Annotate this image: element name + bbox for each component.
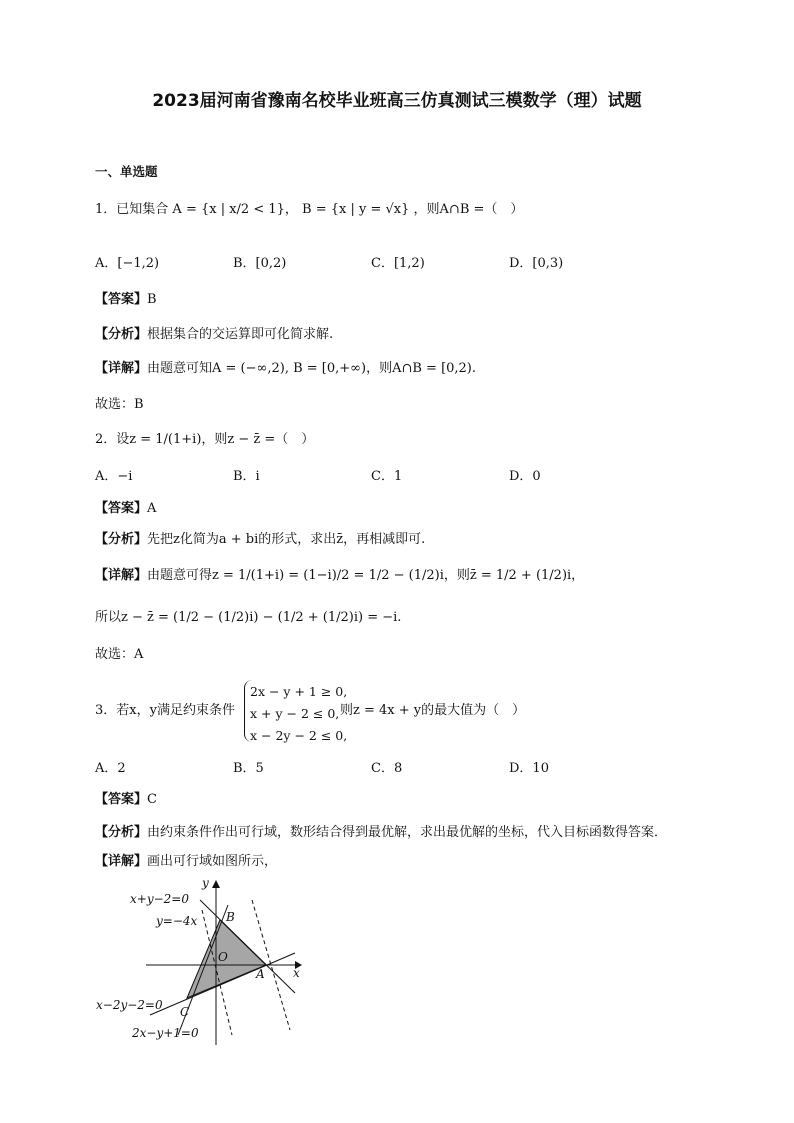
analysis-tag: 【分析】: [95, 532, 148, 547]
q1-set-a: A = {x | x/2 < 1}: [172, 202, 285, 217]
detail-tag: 【详解】: [95, 361, 148, 376]
label-x: x: [293, 966, 300, 980]
q3-constraint-1: 2x − y + 1 ≥ 0,: [250, 684, 348, 699]
answer-tag: 【答案】: [95, 501, 148, 516]
label-a: A: [256, 967, 265, 981]
q3-constraints: [250, 681, 347, 747]
q3-option-b: B．5: [233, 761, 264, 776]
q1-detail: [95, 359, 476, 379]
q2-option-b: B．i: [233, 469, 260, 484]
q3-option-a: A．2: [95, 761, 126, 776]
q1-conclusion: 故选：B: [95, 397, 144, 412]
q3-constraint-3: x − 2y − 2 ≤ 0,: [250, 728, 348, 743]
q3-stem-pre: 3．若x，y满足约束条件: [95, 703, 235, 718]
q3-constraint-2: x + y − 2 ≤ 0,: [250, 706, 340, 721]
feasible-region-figure: [90, 875, 320, 1050]
q2-answer-value: A: [147, 501, 157, 516]
q1-stem-post: ，则A∩B =（ ）: [413, 202, 524, 217]
q1-option-a: A．[−1,2): [95, 256, 160, 271]
label-o: O: [218, 950, 228, 964]
analysis-tag: 【分析】: [95, 327, 148, 342]
detail-tag: 【详解】: [95, 854, 148, 869]
q1-stem: 1．已知集合 A = {x | x/2 < 1}， B = {x | y = √x} ，则A∩B =（ ）: [95, 202, 524, 217]
q1-answer-value: B: [147, 292, 157, 307]
q1-analysis-text: 根据集合的交运算即可化简求解.: [147, 327, 334, 342]
q2-detail-2: 所以z − z̄ = (1/2 − (1/2)i) − (1/2 + (1/2)i) = −i.: [95, 610, 402, 625]
q2-answer: [95, 499, 156, 519]
q2-detail-text: 由题意可得z = 1/(1+i) = (1−i)/2 = 1/2 − (1/2)i，则z̄ = 1/2 + (1/2)i，: [147, 568, 585, 583]
q1-set-b: B = {x | y = √x}: [302, 202, 410, 217]
q3-detail-text: 画出可行域如图所示，: [147, 854, 278, 869]
y-axis-arrow: [212, 880, 220, 888]
label-l4: 2x−y+1=0: [132, 1026, 199, 1040]
q3-analysis-text: 由约束条件作出可行域，数形结合得到最优解，求出最优解的坐标，代入目标函数得答案．: [147, 825, 668, 840]
q3-analysis: [95, 823, 667, 843]
q2-analysis: [95, 530, 425, 550]
answer-tag: 【答案】: [95, 792, 148, 807]
detail-tag: 【详解】: [95, 568, 148, 583]
q2-option-d: D．0: [509, 469, 541, 484]
q2-option-a: A．−i: [95, 469, 133, 484]
label-l2: y=−4x: [156, 914, 198, 928]
label-b: B: [226, 910, 235, 924]
q3-option-c: C．8: [371, 761, 403, 776]
q3-detail: [95, 852, 277, 872]
q1-stem-pre: 1．已知集合: [95, 202, 169, 217]
q2-analysis-text: 先把z化简为a + bi的形式，求出z̄，再相减即可.: [147, 532, 426, 547]
page-title: 2023届河南省豫南名校毕业班高三仿真测试三模数学（理）试题: [152, 91, 642, 111]
q1-option-d: D．[0,3): [509, 256, 564, 271]
analysis-tag: 【分析】: [95, 825, 148, 840]
q3-option-d: D．10: [509, 761, 549, 776]
q1-option-b: B．[0,2): [233, 256, 287, 271]
answer-tag: 【答案】: [95, 292, 148, 307]
q1-detail-text: 由题意可知A = (−∞,2), B = [0,+∞)，则A∩B = [0,2).: [147, 361, 477, 376]
q1-analysis: [95, 325, 333, 345]
q2-option-c: C．1: [371, 469, 403, 484]
label-l1: x+y−2=0: [130, 892, 189, 906]
q1-option-c: C．[1,2): [371, 256, 425, 271]
q3-answer: [95, 790, 157, 810]
label-c: C: [180, 1005, 190, 1019]
q3-stem-post: 则z = 4x + y的最大值为（ ）: [340, 703, 526, 718]
q1-answer: [95, 290, 157, 310]
q3-answer-value: C: [147, 792, 157, 807]
section-heading: 一、单选题: [95, 164, 158, 179]
q2-conclusion: 故选：A: [95, 647, 144, 662]
label-y: y: [202, 876, 209, 890]
label-l3: x−2y−2=0: [96, 998, 163, 1012]
q2-detail: [95, 566, 584, 586]
q2-stem: 2．设z = 1/(1+i)，则z − z̄ =（ ）: [95, 432, 315, 447]
